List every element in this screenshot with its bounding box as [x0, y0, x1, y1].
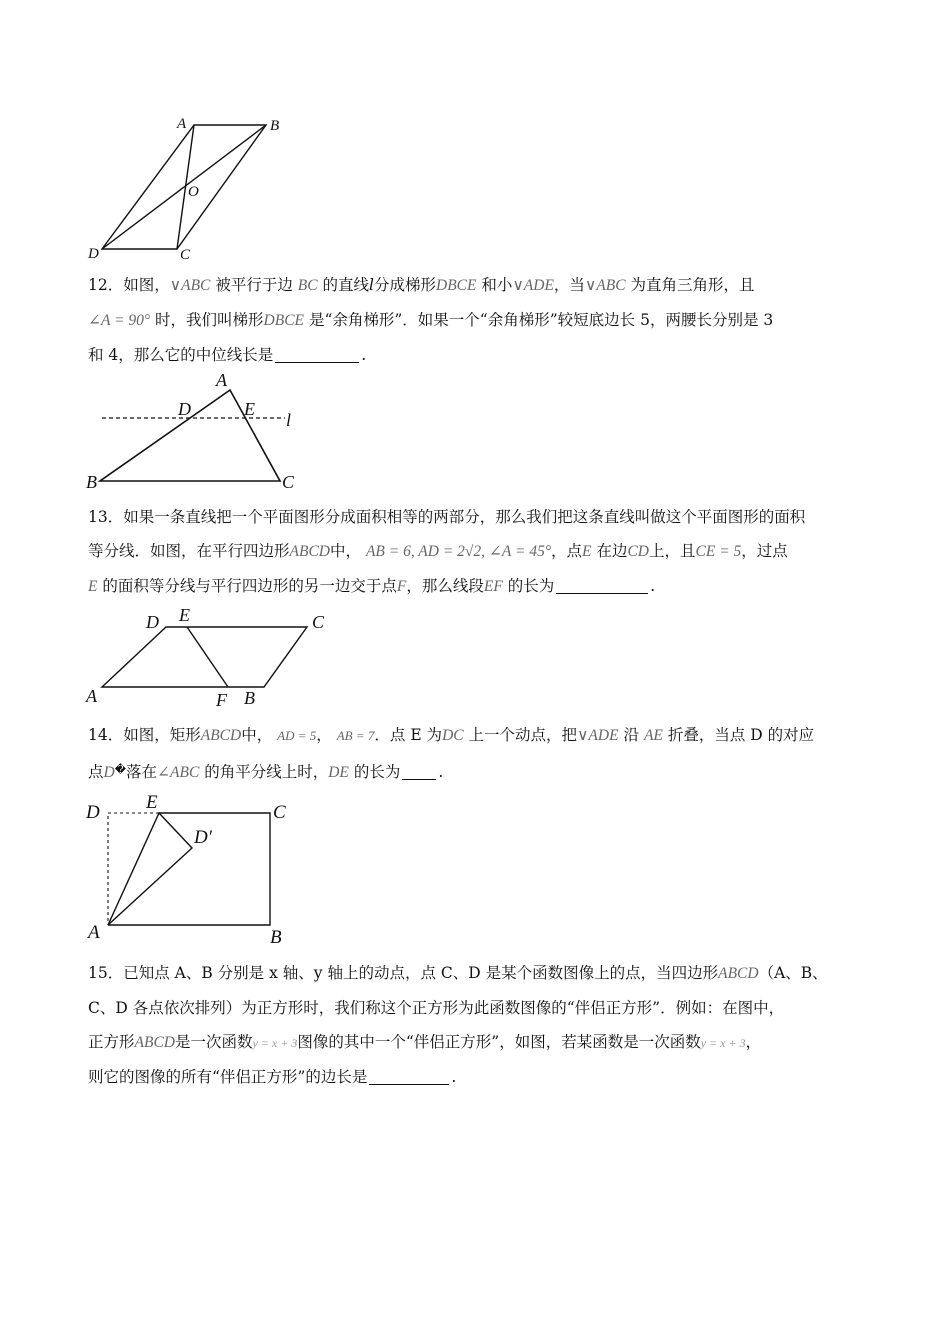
label-d: D [146, 612, 159, 632]
question-number: 14． [88, 726, 124, 744]
question-15 [88, 956, 868, 1094]
text: . [438, 763, 444, 781]
text: 被平行于边 [215, 276, 293, 294]
math: ABCD [134, 1034, 175, 1051]
label-d: D [86, 802, 100, 823]
text: 和 4，那么它的中位线长是 [88, 346, 274, 364]
label-e: E [146, 792, 158, 813]
math: DBCE [263, 312, 305, 329]
text: 的角平分线上时， [204, 763, 329, 781]
answer-blank[interactable] [369, 1068, 449, 1085]
label-c: C [273, 802, 286, 823]
text: 如图，矩形 [123, 726, 201, 744]
text: 的长为 [353, 763, 401, 781]
label-c: C [282, 472, 295, 492]
text: 是一次函数 [174, 1033, 253, 1051]
math: EF [483, 578, 503, 595]
answer-blank[interactable] [556, 577, 648, 594]
text: 则它的图像的所有“伴侣正方形”的边长是 [88, 1068, 368, 1086]
text: 如果一条直线把一个平面图形分成面积相等的两部分，那么我们把这条直线叫做这个平面图形的面积 [123, 508, 806, 526]
math: DBCE [436, 277, 477, 294]
math: ∠A = 90° [88, 312, 151, 329]
answer-blank[interactable] [402, 763, 436, 780]
text: . [451, 1068, 457, 1086]
figure-triangle-abc [80, 368, 310, 492]
math: ∨ABC [584, 277, 626, 294]
text: C、D 各点依次排列）为正方形时，我们称这个正方形为此函数图像的“伴侣正方形”．例如：在图中， [88, 999, 785, 1017]
text: 时，我们叫梯形 [155, 311, 264, 329]
question-14 [88, 718, 868, 790]
math: y = x + 3 [252, 1036, 298, 1050]
math: CD [627, 543, 649, 560]
math: y = x + 3 [700, 1036, 746, 1050]
label-d: D [88, 246, 99, 262]
figure-parallelogram-abcd [80, 108, 300, 268]
math: E [88, 578, 98, 595]
text: 如图， [123, 276, 170, 294]
math: ∠ABC [157, 764, 200, 781]
text: 分成梯形 [374, 276, 437, 294]
math: F [396, 578, 407, 595]
text: 上一个动点，把 [468, 726, 578, 744]
text: ， [316, 726, 332, 744]
prime-symbol: � [114, 763, 126, 776]
text: 点 [88, 763, 104, 781]
text: . [650, 577, 656, 595]
math: ∨ADE [577, 727, 619, 744]
math: BC [297, 277, 318, 294]
question-number: 15． [88, 964, 124, 982]
text: 在边 [596, 542, 628, 560]
text: 的面积等分线与平行四边形的另一边交于点 [102, 577, 397, 595]
label-a: A [216, 370, 227, 390]
math: ABCD [289, 543, 330, 560]
text: 中， [329, 542, 361, 560]
label-b: B [86, 472, 97, 492]
question-13 [88, 500, 868, 604]
math: AD = 5 [277, 728, 317, 743]
math: DE [328, 764, 349, 781]
label-d: D [178, 399, 191, 419]
math: DC [442, 727, 464, 744]
question-12 [88, 268, 868, 372]
math: AE [643, 727, 663, 744]
label-c: C [312, 612, 325, 632]
question-number: 13． [88, 508, 124, 526]
label-e: E [179, 605, 190, 625]
label-e: E [244, 399, 255, 419]
text: ，那么线段 [406, 577, 484, 595]
figure-rectangle-fold [80, 788, 320, 952]
label-c: C [180, 247, 191, 263]
text: 落在 [126, 763, 158, 781]
text: ，点 [551, 542, 583, 560]
math: l [369, 276, 374, 294]
text: 折叠，当点 D 的对应 [667, 726, 815, 744]
text: 已知点 A、B 分别是 x 轴、y 轴上的动点，点 C、D 是某个函数图像上的点，当四边形 [123, 964, 719, 982]
math: CE = 5 [695, 543, 742, 560]
math: E [582, 543, 592, 560]
question-number: 12． [88, 276, 124, 294]
label-f: F [216, 690, 227, 710]
label-a: A [88, 922, 100, 943]
segment-ef [187, 627, 228, 687]
text: ， [745, 1033, 762, 1051]
math: ∨ABC [169, 277, 211, 294]
text: 为直角三角形，且 [630, 276, 755, 294]
label-b: B [270, 118, 280, 134]
text: 的长为 [507, 577, 555, 595]
text: 等分线．如图，在平行四边形 [88, 542, 290, 560]
math: D [103, 764, 115, 781]
text: （A、B、 [758, 964, 828, 982]
parallelogram-shape [102, 627, 307, 687]
math: ABCD [200, 727, 242, 744]
label-l: l [286, 410, 292, 430]
text: 正方形 [88, 1033, 135, 1051]
text: ．点 E 为 [374, 726, 443, 744]
label-b: B [270, 927, 282, 948]
text: 上，且 [649, 542, 696, 560]
math: ∨ADE [512, 277, 554, 294]
math: AB = 6, AD = 2√2, ∠A = 45° [365, 543, 552, 560]
text: 是“余角梯形”．如果一个“余角梯形”较短底边长 5，两腰长分别是 3 [308, 311, 774, 329]
math: ABCD [718, 965, 759, 982]
text: 沿 [623, 726, 639, 744]
diagonal-bd [102, 125, 266, 249]
math: AB = 7 [336, 728, 375, 743]
text: 中， [241, 726, 273, 744]
text: 的直线 [322, 276, 370, 294]
label-d-prime: D′ [194, 827, 212, 848]
label-o: O [188, 184, 199, 200]
label-b: B [244, 688, 255, 708]
text: . [361, 346, 367, 364]
folded-triangle [108, 813, 192, 925]
answer-blank[interactable] [275, 346, 359, 363]
label-a: A [86, 686, 97, 706]
text: ，过点 [741, 542, 788, 560]
rectangle-sides [108, 813, 270, 925]
text: 和小 [481, 276, 513, 294]
label-a: A [177, 116, 187, 132]
text: 图像的其中一个“伴侣正方形”，如图，若某函数是一次函数 [297, 1033, 701, 1051]
figure-parallelogram-ef [80, 606, 340, 714]
text: ，当 [553, 276, 585, 294]
